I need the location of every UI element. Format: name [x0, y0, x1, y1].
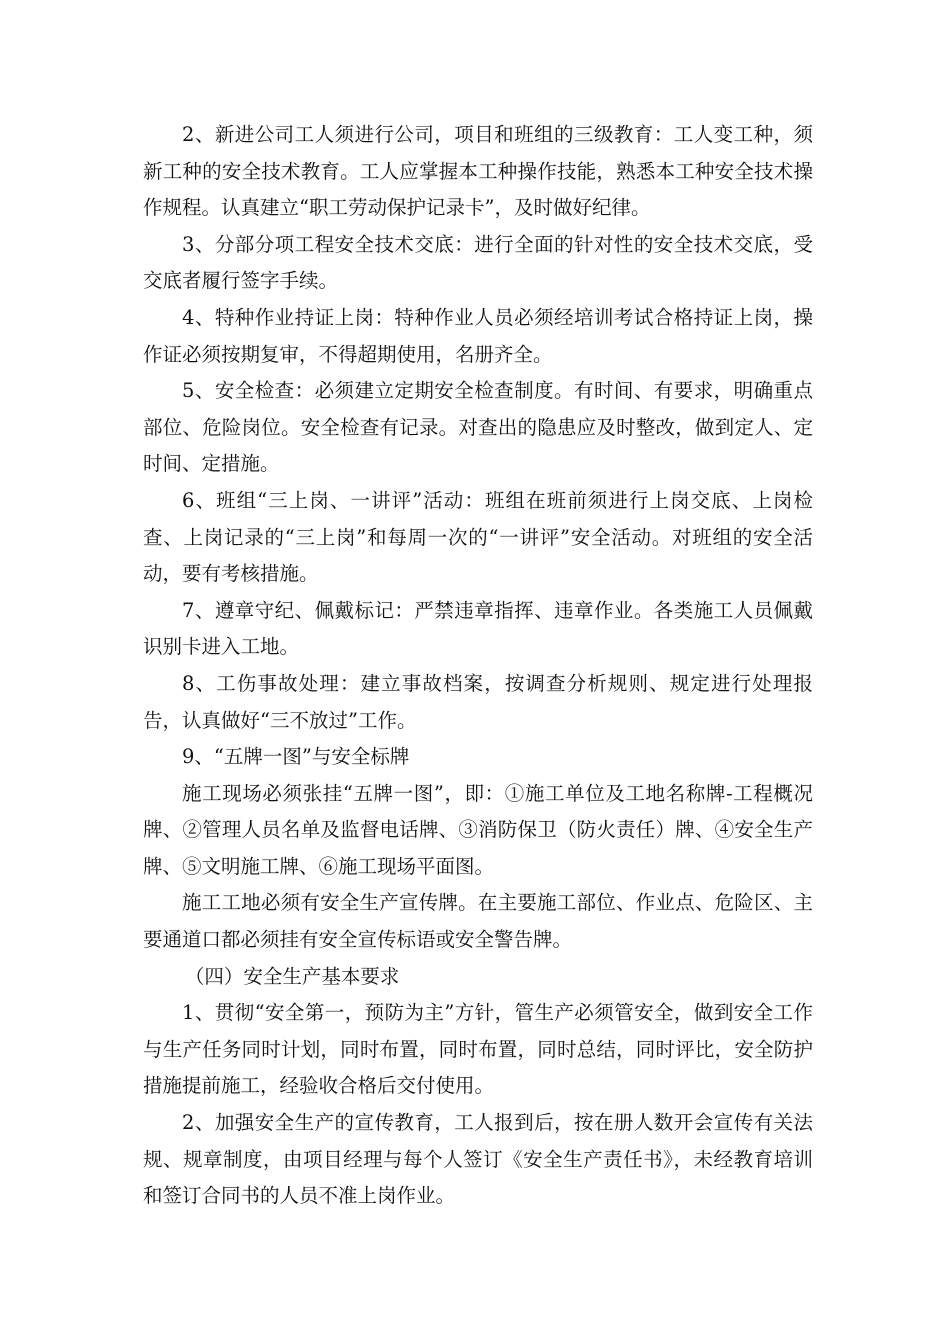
paragraph-safety-briefing: 3、分部分项工程安全技术交底：进行全面的针对性的安全技术交底，受交底者履行签字手续。: [143, 232, 813, 293]
section-heading-basic-requirements: （四）安全生产基本要求: [184, 964, 400, 988]
paragraph-new-worker-education: 2、新进公司工人须进行公司，项目和班组的三级教育：工人变工种，须新工种的安全技术教育。工人应掌握本工种操作技能，熟悉本工种安全技术操作规程。认真建立“职工劳动保护记录卡”，及时做好纪律。: [143, 123, 813, 220]
paragraph-safety-first-policy: 1、贯彻“安全第一，预防为主”方针，管生产必须管安全，做到安全工作与生产任务同时计划，同时布置，同时布置，同时总结，同时评比，安全防护措施提前施工，经验收合格后交付使用。: [143, 1001, 813, 1098]
paragraph-accident-handling: 8、工伤事故处理：建立事故档案，按调查分析规则、规定进行处理报告，认真做好“三不放过”工作。: [143, 671, 813, 732]
paragraph-safety-publicity: 2、加强安全生产的宣传教育，工人报到后，按在册人数开会宣传有关法规、规章制度，由项目经理与每个人签订《安全生产责任书》，未经教育培训和签订合同书的人员不准上岗作业。: [143, 1111, 813, 1208]
document-body: [143, 117, 813, 1215]
paragraph-safety-signage: 施工工地必须有安全生产宣传牌。在主要施工部位、作业点、危险区、主要通道口都必须挂有安全宣传标语或安全警告牌。: [143, 891, 813, 952]
paragraph-safety-inspection: 5、安全检查：必须建立定期安全检查制度。有时间、有要求，明确重点部位、危险岗位。安全检查有记录。对查出的隐患应及时整改，做到定人、定时间、定措施。: [143, 379, 813, 476]
paragraph-team-activity: 6、班组“三上岗、一讲评”活动：班组在班前须进行上岗交底、上岗检查、上岗记录的“三上岗”和每周一次的“一讲评”安全活动。对班组的安全活动，要有考核措施。: [143, 488, 813, 586]
paragraph-discipline: 7、遵章守纪、佩戴标记：严禁违章指挥、违章作业。各类施工人员佩戴识别卡进入工地。: [143, 598, 813, 659]
paragraph-special-operation-certification: 4、特种作业持证上岗：特种作业人员必须经培训考试合格持证上岗，操作证必须按期复审，不得超期使用，名册齐全。: [143, 305, 813, 366]
paragraph-five-signs-heading: 9、“五牌一图”与安全标牌: [182, 745, 410, 769]
paragraph-five-signs-detail: 施工现场必须张挂“五牌一图”，即：①施工单位及工地名称牌-工程概况牌、②管理人员名单及监督电话牌、③消防保卫（防火责任）牌、④安全生产牌、⑤文明施工牌、⑥施工现场平面图。: [143, 781, 813, 878]
